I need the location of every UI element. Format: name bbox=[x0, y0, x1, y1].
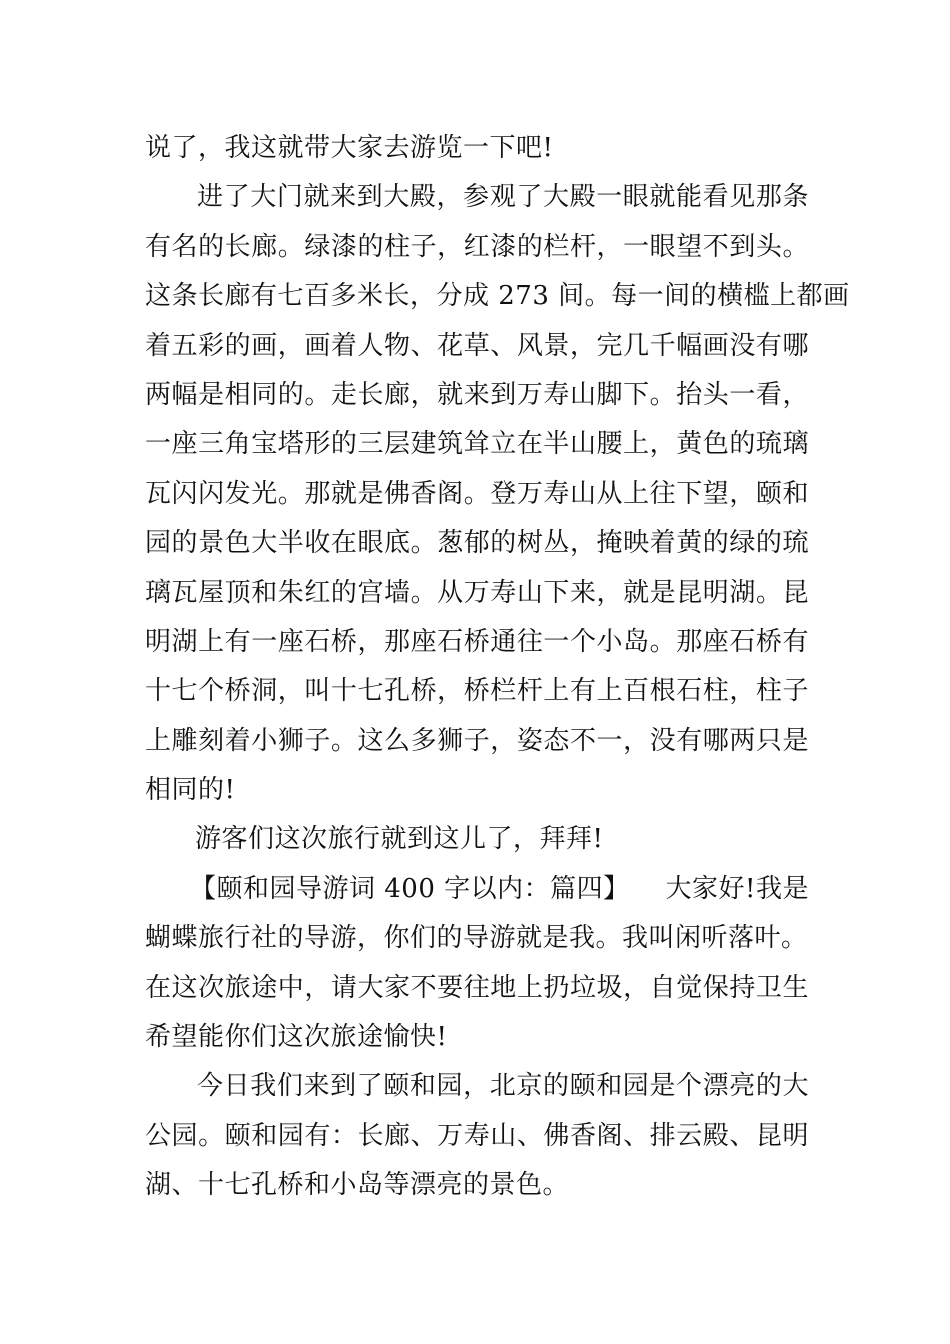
text-line-7: 一座三角宝塔形的三层建筑耸立在半山腰上，黄色的琉璃 bbox=[145, 429, 809, 460]
text-line-15: 游客们这次旅行就到这儿了，拜拜! bbox=[195, 824, 604, 855]
text-line-13: 上雕刻着小狮子。这么多狮子，姿态不一，没有哪两只是 bbox=[145, 725, 809, 756]
text-line-6: 两幅是相同的。走长廊，就来到万寿山脚下。抬头一看， bbox=[145, 379, 809, 410]
text-line-2: 进了大门就来到大殿，参观了大殿一眼就能看见那条 bbox=[197, 182, 809, 213]
text-line-1: 说了，我这就带大家去游览一下吧! bbox=[145, 133, 554, 163]
text-line-19: 希望能你们这次旅途愉快! bbox=[145, 1022, 448, 1053]
text-line-21: 公园。颐和园有：长廊、万寿山、佛香阁、排云殿、昆明 bbox=[145, 1120, 809, 1151]
text-line-20: 今日我们来到了颐和园，北京的颐和园是个漂亮的大 bbox=[197, 1071, 809, 1102]
text-line-22: 湖、十七孔桥和小岛等漂亮的景色。 bbox=[145, 1170, 570, 1201]
text-line-18: 在这次旅途中，请大家不要往地上扔垃圾，自觉保持卫生 bbox=[145, 972, 809, 1003]
text-line-11: 明湖上有一座石桥，那座石桥通往一个小岛。那座石桥有 bbox=[145, 626, 809, 657]
text-line-5: 着五彩的画，画着人物、花草、风景，完几千幅画没有哪 bbox=[145, 330, 809, 361]
section-heading: 【颐和园导游词 400 字以内：篇四】 bbox=[190, 873, 630, 904]
body-text bbox=[145, 124, 850, 1211]
text-line-4: 这条长廊有七百多米长，分成 273 间。每一间的横槛上都画 bbox=[145, 281, 850, 312]
text-line-14: 相同的! bbox=[145, 775, 236, 806]
section-heading-line bbox=[145, 865, 809, 914]
greeting-text: 大家好!我是 bbox=[665, 873, 809, 904]
text-line-12: 十七个桥洞，叫十七孔桥，桥栏杆上有上百根石柱，柱子 bbox=[145, 676, 809, 707]
text-line-3: 有名的长廊。绿漆的柱子，红漆的栏杆，一眼望不到头。 bbox=[145, 231, 809, 262]
text-line-9: 园的景色大半收在眼底。葱郁的树丛，掩映着黄的绿的琉 bbox=[145, 528, 809, 559]
text-line-8: 瓦闪闪发光。那就是佛香阁。登万寿山从上往下望，颐和 bbox=[145, 478, 809, 509]
text-line-17: 蝴蝶旅行社的导游，你们的导游就是我。我叫闲听落叶。 bbox=[145, 923, 808, 954]
text-line-10: 璃瓦屋顶和朱红的宫墙。从万寿山下来，就是昆明湖。昆 bbox=[145, 577, 809, 608]
